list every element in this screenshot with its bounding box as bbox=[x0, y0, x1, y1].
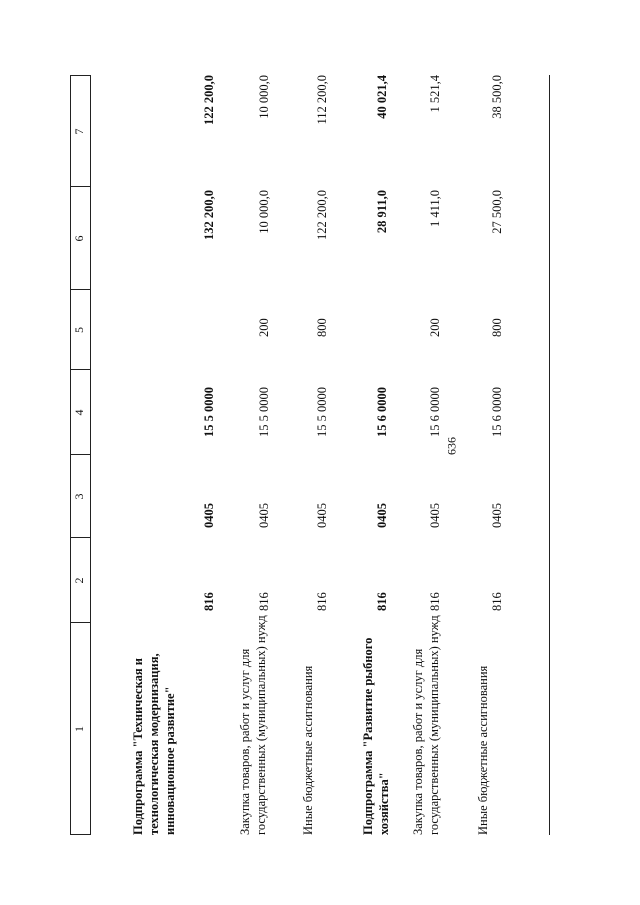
cell-amount-col7: 112 200,0 bbox=[315, 75, 329, 125]
table-top-rule bbox=[70, 75, 71, 835]
cell-ministry: 816 bbox=[375, 592, 389, 611]
cell-amount-col7: 122 200,0 bbox=[202, 75, 216, 125]
cell-section: 0405 bbox=[490, 503, 504, 528]
cell-amount-col6: 1 411,0 bbox=[428, 190, 442, 228]
cell-section: 0405 bbox=[428, 503, 442, 528]
cell-section: 0405 bbox=[257, 503, 271, 528]
cell-target-article: 15 6 0000 bbox=[428, 387, 442, 437]
cell-target-article: 15 5 0000 bbox=[257, 387, 271, 437]
cell-target-article: 15 5 0000 bbox=[315, 387, 329, 437]
table-row-name: Иные бюджетные ассигнования bbox=[301, 665, 315, 835]
table-row-name: Закупка товаров, работ и услуг для государственных (муниципальных) нужд bbox=[238, 615, 268, 835]
table-row-name: Подпрограмма "Техническая и технологическая модернизация, инновационное развитие" bbox=[131, 653, 177, 835]
table-row-name: Иные бюджетные ассигнования bbox=[476, 665, 490, 835]
header-bottom-rule bbox=[90, 75, 91, 835]
cell-amount-col6: 27 500,0 bbox=[490, 190, 504, 234]
cell-amount-col7: 10 000,0 bbox=[257, 75, 271, 119]
cell-amount-col7: 38 500,0 bbox=[490, 75, 504, 119]
cell-amount-col6: 122 200,0 bbox=[315, 190, 329, 240]
table-bottom-rule bbox=[549, 75, 550, 835]
cell-amount-col6: 10 000,0 bbox=[257, 190, 271, 234]
table-row-name: Закупка товаров, работ и услуг для государственных (муниципальных) нужд bbox=[411, 615, 441, 835]
cell-ministry: 816 bbox=[257, 592, 271, 611]
header-col-1: 1 bbox=[72, 726, 86, 732]
cell-ministry: 816 bbox=[428, 592, 442, 611]
cell-target-article: 15 6 0000 bbox=[490, 387, 504, 437]
cell-target-article: 15 5 0000 bbox=[202, 387, 216, 437]
page-number: 636 bbox=[444, 437, 459, 455]
cell-expense-type: 200 bbox=[257, 318, 271, 337]
cell-section: 0405 bbox=[375, 503, 389, 528]
header-col-4: 4 bbox=[72, 409, 86, 416]
cell-amount-col7: 1 521,4 bbox=[428, 75, 442, 113]
cell-ministry: 816 bbox=[315, 592, 329, 611]
cell-expense-type: 200 bbox=[428, 318, 442, 337]
header-col-3: 3 bbox=[72, 493, 86, 500]
budget-table bbox=[70, 75, 550, 835]
header-col-2: 2 bbox=[72, 577, 86, 584]
cell-expense-type: 800 bbox=[315, 318, 329, 337]
cell-amount-col6: 28 911,0 bbox=[375, 190, 389, 234]
table-row-name: Подпрограмма "Развитие рыбного хозяйства" bbox=[361, 637, 391, 835]
header-col-6: 6 bbox=[72, 235, 86, 242]
header-col-7: 7 bbox=[72, 128, 86, 135]
cell-ministry: 816 bbox=[202, 592, 216, 611]
cell-amount-col6: 132 200,0 bbox=[202, 190, 216, 240]
cell-section: 0405 bbox=[315, 503, 329, 528]
cell-target-article: 15 6 0000 bbox=[375, 387, 389, 437]
header-col-5: 5 bbox=[72, 327, 86, 333]
cell-ministry: 816 bbox=[490, 592, 504, 611]
cell-expense-type: 800 bbox=[490, 318, 504, 337]
cell-section: 0405 bbox=[202, 503, 216, 528]
cell-amount-col7: 40 021,4 bbox=[375, 75, 389, 119]
